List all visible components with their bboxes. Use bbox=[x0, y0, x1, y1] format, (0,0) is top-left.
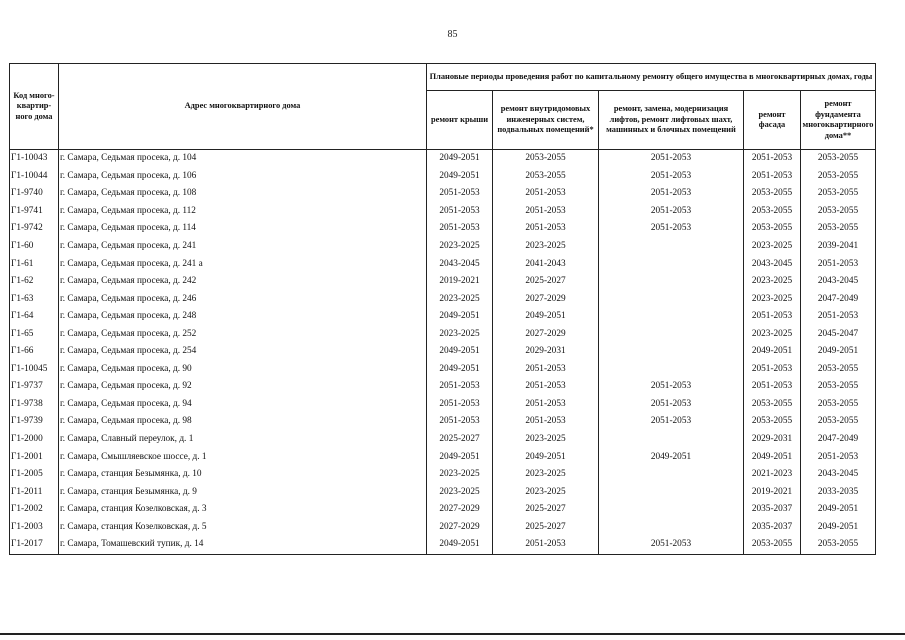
cell-address: г. Самара, Смышляевское шоссе, д. 1 bbox=[59, 448, 427, 466]
cell-facade: 2051-2053 bbox=[744, 168, 801, 186]
cell-foundation: 2049-2051 bbox=[801, 518, 876, 536]
cell-code: Г1-62 bbox=[10, 273, 59, 291]
cell-systems: 2053-2055 bbox=[493, 150, 599, 168]
table-row bbox=[10, 378, 876, 396]
cell-foundation: 2047-2049 bbox=[801, 290, 876, 308]
cell-address: г. Самара, Седьмая просека, д. 246 bbox=[59, 290, 427, 308]
cell-elevators: 2051-2053 bbox=[599, 536, 744, 554]
cell-address: г. Самара, станция Безымянка, д. 9 bbox=[59, 483, 427, 501]
cell-code: Г1-2002 bbox=[10, 501, 59, 519]
cell-roof: 2043-2045 bbox=[427, 255, 493, 273]
cell-systems: 2051-2053 bbox=[493, 361, 599, 379]
cell-roof: 2023-2025 bbox=[427, 483, 493, 501]
cell-facade: 2023-2025 bbox=[744, 290, 801, 308]
cell-roof: 2051-2053 bbox=[427, 396, 493, 414]
cell-roof: 2049-2051 bbox=[427, 361, 493, 379]
cell-code: Г1-63 bbox=[10, 290, 59, 308]
cell-code: Г1-2003 bbox=[10, 518, 59, 536]
cell-elevators bbox=[599, 273, 744, 291]
cell-elevators bbox=[599, 343, 744, 361]
cell-systems: 2023-2025 bbox=[493, 238, 599, 256]
cell-elevators bbox=[599, 431, 744, 449]
cell-elevators bbox=[599, 308, 744, 326]
cell-systems: 2051-2053 bbox=[493, 220, 599, 238]
cell-systems: 2029-2031 bbox=[493, 343, 599, 361]
table-row bbox=[10, 150, 876, 168]
cell-code: Г1-10044 bbox=[10, 168, 59, 186]
cell-address: г. Самара, Седьмая просека, д. 241 а bbox=[59, 255, 427, 273]
cell-systems: 2051-2053 bbox=[493, 413, 599, 431]
table-row bbox=[10, 361, 876, 379]
table-row bbox=[10, 413, 876, 431]
cell-facade: 2051-2053 bbox=[744, 308, 801, 326]
cell-elevators: 2051-2053 bbox=[599, 413, 744, 431]
cell-address: г. Самара, Седьмая просека, д. 241 bbox=[59, 238, 427, 256]
cell-systems: 2051-2053 bbox=[493, 378, 599, 396]
cell-systems: 2025-2027 bbox=[493, 273, 599, 291]
header-work-periods: Плановые периоды проведения работ по капитальному ремонту общего имущества в многоквартирных домах, годы bbox=[427, 64, 876, 91]
cell-foundation: 2053-2055 bbox=[801, 168, 876, 186]
cell-roof: 2051-2053 bbox=[427, 185, 493, 203]
cell-foundation: 2051-2053 bbox=[801, 308, 876, 326]
cell-roof: 2051-2053 bbox=[427, 203, 493, 221]
cell-address: г. Самара, Седьмая просека, д. 106 bbox=[59, 168, 427, 186]
cell-address: г. Самара, Седьмая просека, д. 90 bbox=[59, 361, 427, 379]
cell-systems: 2025-2027 bbox=[493, 501, 599, 519]
cell-roof: 2049-2051 bbox=[427, 343, 493, 361]
cell-roof: 2023-2025 bbox=[427, 290, 493, 308]
cell-facade: 2021-2023 bbox=[744, 466, 801, 484]
table-row bbox=[10, 220, 876, 238]
cell-roof: 2027-2029 bbox=[427, 501, 493, 519]
cell-foundation: 2043-2045 bbox=[801, 466, 876, 484]
cell-facade: 2029-2031 bbox=[744, 431, 801, 449]
cell-foundation: 2053-2055 bbox=[801, 361, 876, 379]
cell-code: Г1-9741 bbox=[10, 203, 59, 221]
cell-facade: 2023-2025 bbox=[744, 325, 801, 343]
cell-foundation: 2053-2055 bbox=[801, 150, 876, 168]
cell-address: г. Самара, станция Козелковская, д. 5 bbox=[59, 518, 427, 536]
bottom-rule bbox=[0, 633, 905, 635]
table-row bbox=[10, 536, 876, 554]
table-row bbox=[10, 501, 876, 519]
cell-elevators bbox=[599, 325, 744, 343]
cell-facade: 2053-2055 bbox=[744, 536, 801, 554]
cell-code: Г1-9738 bbox=[10, 396, 59, 414]
cell-foundation: 2039-2041 bbox=[801, 238, 876, 256]
cell-facade: 2035-2037 bbox=[744, 501, 801, 519]
cell-foundation: 2051-2053 bbox=[801, 255, 876, 273]
cell-code: Г1-2017 bbox=[10, 536, 59, 554]
cell-address: г. Самара, Седьмая просека, д. 104 bbox=[59, 150, 427, 168]
cell-address: г. Самара, станция Козелковская, д. 3 bbox=[59, 501, 427, 519]
cell-systems: 2049-2051 bbox=[493, 308, 599, 326]
table-row bbox=[10, 483, 876, 501]
cell-address: г. Самара, станция Безымянка, д. 10 bbox=[59, 466, 427, 484]
cell-elevators bbox=[599, 483, 744, 501]
cell-code: Г1-61 bbox=[10, 255, 59, 273]
cell-foundation: 2053-2055 bbox=[801, 220, 876, 238]
cell-roof: 2049-2051 bbox=[427, 150, 493, 168]
cell-elevators bbox=[599, 290, 744, 308]
cell-roof: 2019-2021 bbox=[427, 273, 493, 291]
cell-code: Г1-60 bbox=[10, 238, 59, 256]
page-number: 85 bbox=[447, 29, 458, 40]
cell-elevators bbox=[599, 361, 744, 379]
cell-systems: 2023-2025 bbox=[493, 466, 599, 484]
table-row bbox=[10, 325, 876, 343]
cell-elevators: 2051-2053 bbox=[599, 378, 744, 396]
cell-elevators bbox=[599, 501, 744, 519]
header-foundation: ремонт фундамента многоквартирного дома** bbox=[801, 91, 876, 150]
header-roof: ремонт крыши bbox=[427, 91, 493, 150]
cell-address: г. Самара, Седьмая просека, д. 254 bbox=[59, 343, 427, 361]
cell-roof: 2023-2025 bbox=[427, 466, 493, 484]
cell-foundation: 2043-2045 bbox=[801, 273, 876, 291]
cell-facade: 2049-2051 bbox=[744, 448, 801, 466]
table-row bbox=[10, 466, 876, 484]
cell-code: Г1-10045 bbox=[10, 361, 59, 379]
cell-elevators: 2051-2053 bbox=[599, 150, 744, 168]
cell-facade: 2053-2055 bbox=[744, 396, 801, 414]
cell-roof: 2051-2053 bbox=[427, 220, 493, 238]
cell-facade: 2035-2037 bbox=[744, 518, 801, 536]
cell-code: Г1-9739 bbox=[10, 413, 59, 431]
cell-foundation: 2045-2047 bbox=[801, 325, 876, 343]
cell-facade: 2023-2025 bbox=[744, 273, 801, 291]
cell-address: г. Самара, Седьмая просека, д. 108 bbox=[59, 185, 427, 203]
cell-roof: 2027-2029 bbox=[427, 518, 493, 536]
cell-foundation: 2047-2049 bbox=[801, 431, 876, 449]
cell-foundation: 2053-2055 bbox=[801, 378, 876, 396]
cell-systems: 2027-2029 bbox=[493, 290, 599, 308]
cell-elevators: 2051-2053 bbox=[599, 168, 744, 186]
cell-address: г. Самара, Седьмая просека, д. 252 bbox=[59, 325, 427, 343]
cell-roof: 2025-2027 bbox=[427, 431, 493, 449]
cell-roof: 2049-2051 bbox=[427, 168, 493, 186]
cell-code: Г1-10043 bbox=[10, 150, 59, 168]
cell-elevators: 2051-2053 bbox=[599, 185, 744, 203]
cell-code: Г1-66 bbox=[10, 343, 59, 361]
table-row bbox=[10, 273, 876, 291]
cell-systems: 2023-2025 bbox=[493, 483, 599, 501]
table-row bbox=[10, 255, 876, 273]
cell-facade: 2043-2045 bbox=[744, 255, 801, 273]
cell-foundation: 2049-2051 bbox=[801, 501, 876, 519]
table-row bbox=[10, 168, 876, 186]
cell-roof: 2049-2051 bbox=[427, 536, 493, 554]
cell-address: г. Самара, Томашевский тупик, д. 14 bbox=[59, 536, 427, 554]
table-row bbox=[10, 518, 876, 536]
cell-systems: 2053-2055 bbox=[493, 168, 599, 186]
cell-facade: 2051-2053 bbox=[744, 361, 801, 379]
table-row bbox=[10, 448, 876, 466]
repair-schedule-table bbox=[9, 63, 876, 555]
cell-systems: 2041-2043 bbox=[493, 255, 599, 273]
cell-systems: 2049-2051 bbox=[493, 448, 599, 466]
table-row bbox=[10, 396, 876, 414]
header-systems: ремонт внутридомовых инженерных систем, подвальных помещений* bbox=[493, 91, 599, 150]
cell-facade: 2053-2055 bbox=[744, 413, 801, 431]
header-elevators: ремонт, замена, модернизация лифтов, ремонт лифтовых шахт, машинных и блочных помещений bbox=[599, 91, 744, 150]
cell-foundation: 2053-2055 bbox=[801, 396, 876, 414]
cell-elevators bbox=[599, 238, 744, 256]
cell-elevators: 2051-2053 bbox=[599, 396, 744, 414]
cell-foundation: 2053-2055 bbox=[801, 185, 876, 203]
table-row bbox=[10, 431, 876, 449]
cell-systems: 2051-2053 bbox=[493, 185, 599, 203]
cell-facade: 2049-2051 bbox=[744, 343, 801, 361]
cell-address: г. Самара, Седьмая просека, д. 248 bbox=[59, 308, 427, 326]
cell-foundation: 2053-2055 bbox=[801, 413, 876, 431]
header-code: Код много-квартир-ного дома bbox=[10, 64, 59, 150]
cell-address: г. Самара, Седьмая просека, д. 114 bbox=[59, 220, 427, 238]
table-row bbox=[10, 185, 876, 203]
cell-elevators bbox=[599, 255, 744, 273]
cell-code: Г1-9742 bbox=[10, 220, 59, 238]
cell-foundation: 2053-2055 bbox=[801, 536, 876, 554]
cell-code: Г1-2001 bbox=[10, 448, 59, 466]
cell-facade: 2023-2025 bbox=[744, 238, 801, 256]
cell-roof: 2051-2053 bbox=[427, 413, 493, 431]
cell-elevators: 2051-2053 bbox=[599, 220, 744, 238]
cell-facade: 2051-2053 bbox=[744, 150, 801, 168]
table-row bbox=[10, 308, 876, 326]
header-facade: ремонт фасада bbox=[744, 91, 801, 150]
cell-code: Г1-2011 bbox=[10, 483, 59, 501]
cell-roof: 2049-2051 bbox=[427, 448, 493, 466]
cell-facade: 2053-2055 bbox=[744, 203, 801, 221]
cell-address: г. Самара, Седьмая просека, д. 92 bbox=[59, 378, 427, 396]
cell-code: Г1-9740 bbox=[10, 185, 59, 203]
cell-roof: 2023-2025 bbox=[427, 238, 493, 256]
cell-roof: 2023-2025 bbox=[427, 325, 493, 343]
cell-roof: 2051-2053 bbox=[427, 378, 493, 396]
cell-address: г. Самара, Седьмая просека, д. 112 bbox=[59, 203, 427, 221]
cell-facade: 2051-2053 bbox=[744, 378, 801, 396]
cell-facade: 2053-2055 bbox=[744, 185, 801, 203]
cell-code: Г1-2000 bbox=[10, 431, 59, 449]
cell-code: Г1-9737 bbox=[10, 378, 59, 396]
cell-systems: 2023-2025 bbox=[493, 431, 599, 449]
cell-code: Г1-2005 bbox=[10, 466, 59, 484]
table-row bbox=[10, 290, 876, 308]
cell-systems: 2051-2053 bbox=[493, 536, 599, 554]
cell-systems: 2027-2029 bbox=[493, 325, 599, 343]
cell-facade: 2019-2021 bbox=[744, 483, 801, 501]
cell-facade: 2053-2055 bbox=[744, 220, 801, 238]
cell-systems: 2051-2053 bbox=[493, 203, 599, 221]
cell-foundation: 2053-2055 bbox=[801, 203, 876, 221]
cell-foundation: 2049-2051 bbox=[801, 343, 876, 361]
table-row bbox=[10, 238, 876, 256]
cell-elevators: 2051-2053 bbox=[599, 203, 744, 221]
cell-address: г. Самара, Славный переулок, д. 1 bbox=[59, 431, 427, 449]
table-row bbox=[10, 343, 876, 361]
cell-foundation: 2033-2035 bbox=[801, 483, 876, 501]
header-address: Адрес многоквартирного дома bbox=[59, 64, 427, 150]
cell-systems: 2025-2027 bbox=[493, 518, 599, 536]
cell-roof: 2049-2051 bbox=[427, 308, 493, 326]
cell-address: г. Самара, Седьмая просека, д. 94 bbox=[59, 396, 427, 414]
cell-code: Г1-64 bbox=[10, 308, 59, 326]
cell-systems: 2051-2053 bbox=[493, 396, 599, 414]
cell-address: г. Самара, Седьмая просека, д. 242 bbox=[59, 273, 427, 291]
table-row bbox=[10, 203, 876, 221]
table-body bbox=[10, 150, 876, 555]
cell-code: Г1-65 bbox=[10, 325, 59, 343]
cell-elevators: 2049-2051 bbox=[599, 448, 744, 466]
cell-foundation: 2051-2053 bbox=[801, 448, 876, 466]
cell-address: г. Самара, Седьмая просека, д. 98 bbox=[59, 413, 427, 431]
cell-elevators bbox=[599, 518, 744, 536]
cell-elevators bbox=[599, 466, 744, 484]
